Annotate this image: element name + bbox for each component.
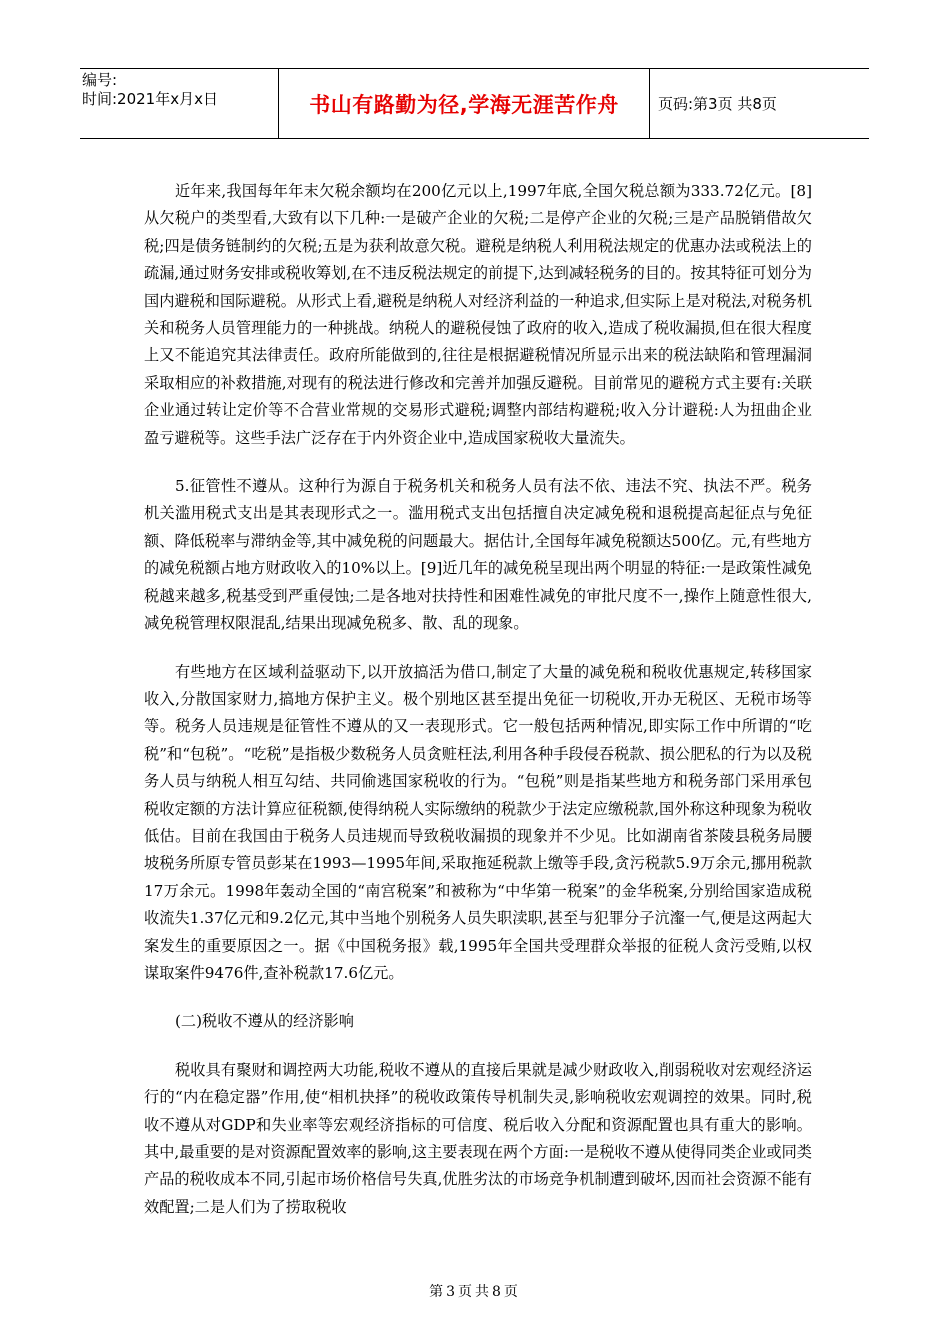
paragraph: 有些地方在区域利益驱动下,以开放搞活为借口,制定了大量的减免税和税收优惠规定,转移国家收入,分散国家财力,搞地方保护主义。极个别地区甚至提出免征一切税收,开办无税区、无税市场等等。税务人员违规是征管性不遵从的又一表现形式。它一般包括两种情况,即实际工作中所谓的“吃税”和“包税”。“吃税”是指极少数税务人员贪赃枉法,利用各种手段侵吞税款、损公肥私的行为以及税务人员与纳税人相互勾结、共同偷逃国家税收的行为。“包税”则是指某些地方和税务部门采用承包税收定额的方法计算应征税额,使得纳税人实际缴纳的税款少于法定应缴税款,国外称这种现象为税收低估。目前在我国由于税务人员违规而导致税收漏损的现象并不少见。比如湖南省茶陵县税务局腰坡税务所原专管员彭某在1993—1995年间,采取拖延税款上缴等手段,贪污税款5.9万余元,挪用税款17万余元。1998年轰动全国的“南宫税案”和被称为“中华第一税案”的金华税案,分别给国家造成税收流失1.37亿元和9.2亿元,其中当地个别税务人员失职渎职,甚至与犯罪分子沆瀣一气,便是这两起大案发生的重要原因之一。据《中国税务报》载,1995年全国共受理群众举报的征税人贪污受贿,以权谋取案件9476件,查补税款17.6亿元。 (144, 662, 812, 982)
document-number-label: 编号: (82, 71, 118, 89)
page-footer: 第3页共8页 (429, 1284, 521, 1300)
paragraph: 税收具有聚财和调控两大功能,税收不遵从的直接后果就是减少财政收入,削弱税收对宏观经济运行的“内在稳定器”作用,使“相机抉择”的税收政策传导机制失灵,影响税收宏观调控的效果。同时,税收不遵从对GDP和失业率等宏观经济指标的可信度、税后收入分配和资源配置也具有重大的影响。其中,最重要的是对资源配置效率的影响,这主要表现在两个方面:一是税收不遵从使得同类企业或同类产品的税收成本不同,引起市场价格信号失真,优胜劣汰的市场竞争机制遭到破坏,因而社会资源不能有效配置;二是人们为了捞取税收 (144, 1060, 812, 1216)
paragraph: 近年来,我国每年年末欠税余额均在200亿元以上,1997年底,全国欠税总额为333.72亿元。[8]从欠税户的类型看,大致有以下几种:一是破产企业的欠税;二是停产企业的欠税;三是产品脱销借故欠税;四是债务链制约的欠税;五是为获利故意欠税。避税是纳税人利用税法规定的优惠办法或税法上的疏漏,通过财务安排或税收筹划,在不违反税法规定的前提下,达到减轻税务的目的。按其特征可划分为国内避税和国际避税。从形式上看,避税是纳税人对经济利益的一种追求,但实际上是对税法,对税务机关和税务人员管理能力的一种挑战。纳税人的避税侵蚀了政府的收入,造成了税收漏损,但在很大程度上又不能追究其法律责任。政府所能做到的,往往是根据避税情况所显示出来的税法缺陷和管理漏洞采取相应的补救措施,对现有的税法进行修改和完善并加强反避税。目前常见的避税方式主要有:关联企业通过转让定价等不合营业常规的交易形式避税;调整内部结构避税;收入分计避税:人为扭曲企业盈亏避税等。这些手法广泛存在于内外资企业中,造成国家税收大量流失。 (144, 182, 812, 447)
document-body (144, 178, 812, 1221)
document-time-label: 时间:2021年x月x日 (82, 90, 218, 108)
header-motto: 书山有路勤为径,学海无涯苦作舟 (278, 69, 650, 138)
page-header (80, 68, 869, 139)
paragraph: 5.征管性不遵从。这种行为源自于税务机关和税务人员有法不依、违法不究、执法不严。税务机关滥用税式支出是其表现形式之一。滥用税式支出包括擅自决定减免税和退税提高起征点与免征额、降低税率与滞纳金等,其中减免税的问题最大。据估计,全国每年减免税额达500亿。元,有些地方的减免税额占地方财政收入的10%以上。[9]近几年的减免税呈现出两个明显的特征:一是政策性减免税越来越多,税基受到严重侵蚀;二是各地对扶持性和困难性减免的审批尺度不一,操作上随意性很大,减免税管理权限混乱,结果出现减免税多、散、乱的现象。 (144, 477, 812, 633)
header-page-number: 页码:第3页 共8页 (658, 95, 777, 113)
section-heading: (二)税收不遵从的经济影响 (175, 1012, 354, 1031)
header-meta (80, 69, 278, 138)
